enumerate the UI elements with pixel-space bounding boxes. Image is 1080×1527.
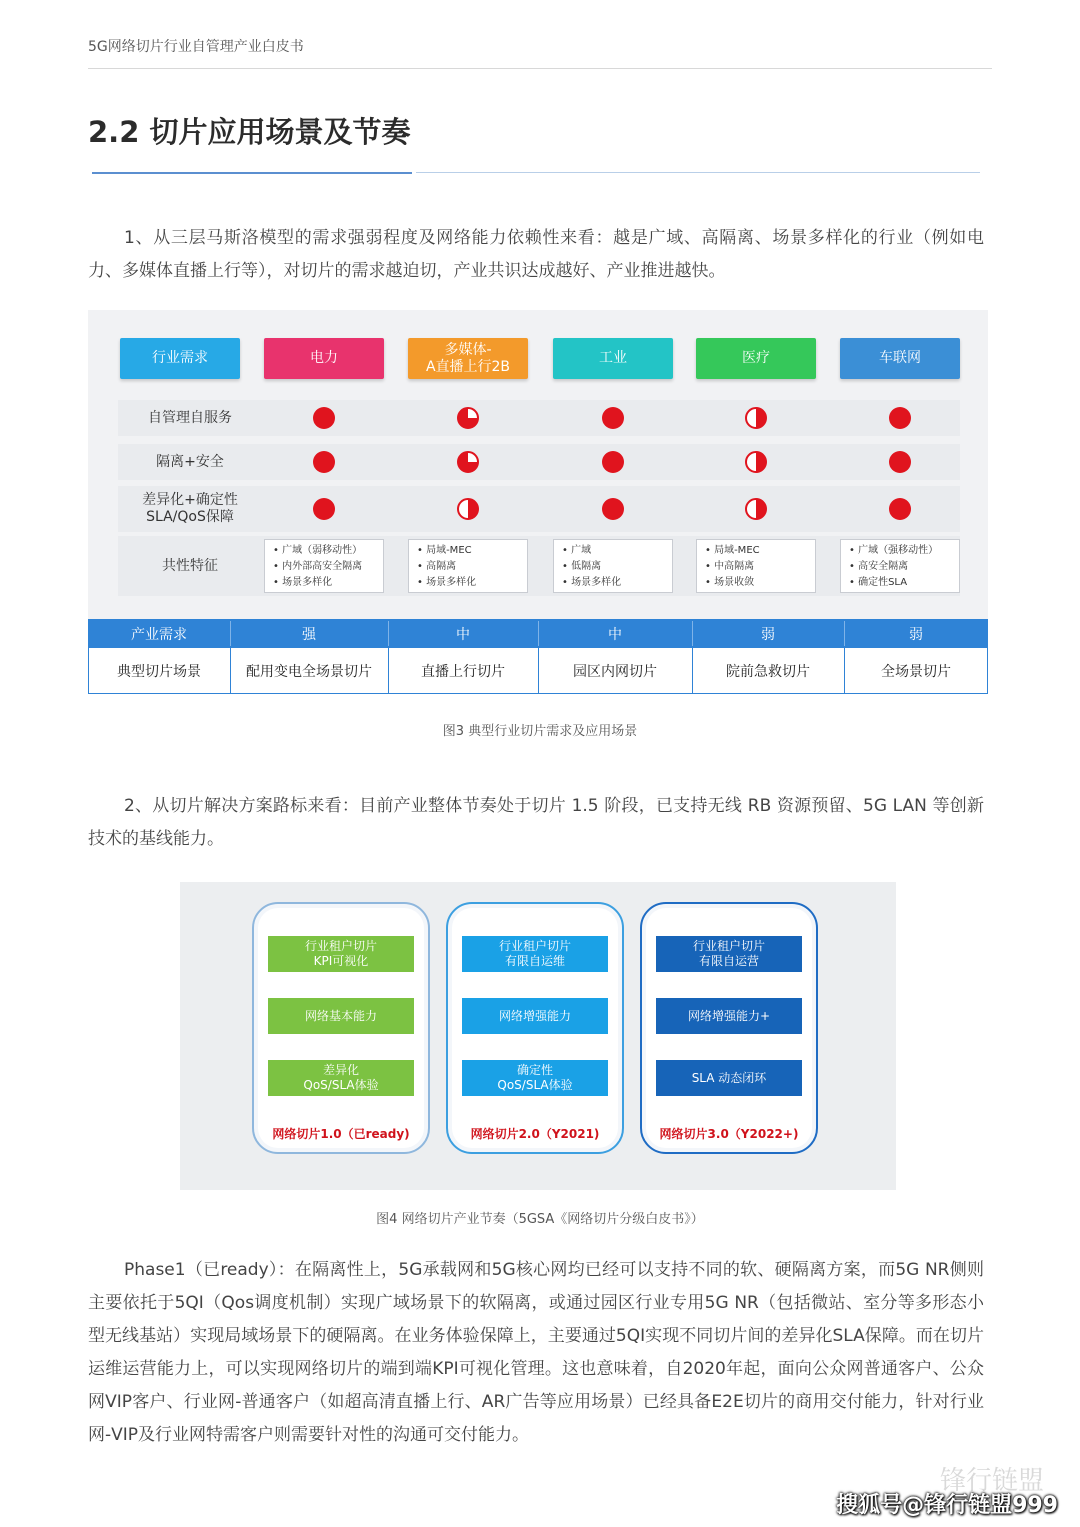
- scene-cell: 配用变电全场景切片: [246, 664, 372, 680]
- feature-item: • 高隔离: [417, 559, 523, 575]
- feature-item: • 场景多样化: [417, 575, 523, 591]
- demand-level: 强: [302, 626, 316, 643]
- feature-item: • 确定性SLA: [849, 575, 955, 591]
- capability-block: 行业租户切片 有限自运营: [656, 936, 802, 972]
- industry-header-4: 医疗: [696, 338, 816, 379]
- feature-box: [264, 539, 384, 593]
- demand-separator: [388, 621, 389, 646]
- industry-header-2: 多媒体- A直播上行2B: [408, 338, 528, 379]
- harvey-ball-full: [889, 451, 911, 473]
- title-underline-accent: [92, 172, 412, 174]
- feature-box: [553, 539, 673, 593]
- scene-separator: [230, 648, 231, 694]
- watermark-logo-text: 锋行链盟: [939, 1466, 1044, 1496]
- demand-level: 中: [456, 626, 470, 643]
- industry-header-5: 车联网: [840, 338, 960, 379]
- scene-separator: [388, 648, 389, 694]
- paragraph-1-text: 1、从三层马斯洛模型的需求强弱程度及网络能力依赖性来看：越是广域、高隔离、场景多样化的行业（例如电力、多媒体直播上行等），对切片的需求越迫切，产业共识达成越好、产业推进越快。: [88, 228, 984, 281]
- scene-separator: [692, 648, 693, 694]
- demand-level: 弱: [761, 626, 775, 643]
- harvey-ball-full: [602, 498, 624, 520]
- scene-cell: 直播上行切片: [421, 664, 505, 680]
- figure-4-slice-roadmap: [180, 882, 896, 1190]
- demand-separator: [538, 621, 539, 646]
- paragraph-2-text: 2、从切片解决方案路标来看：目前产业整体节奏处于切片 1.5 阶段，已支持无线 RB 资源预留、5G LAN 等创新技术的基线能力。: [88, 796, 984, 849]
- common-feature-label: 共性特征: [162, 557, 218, 574]
- demand-separator: [230, 621, 231, 646]
- matrix-row-label: 差异化+确定性 SLA/QoS保障: [142, 492, 238, 525]
- capability-block: 行业租户切片 KPI可视化: [268, 936, 414, 972]
- harvey-ball-half: [745, 407, 767, 429]
- harvey-ball-full: [313, 498, 335, 520]
- industry-header-1: 电力: [264, 338, 384, 379]
- demand-level: 中: [608, 626, 622, 643]
- harvey-ball-quarter: [457, 407, 479, 429]
- feature-item: • 广域: [562, 543, 668, 559]
- title-underline: [416, 172, 980, 173]
- feature-box: [696, 539, 816, 593]
- capability-block: SLA 动态闭环: [656, 1060, 802, 1096]
- paragraph-3: [88, 1254, 984, 1452]
- section-title: 2.2 切片应用场景及节奏: [88, 115, 411, 149]
- header-divider: [88, 68, 992, 69]
- demand-label: 产业需求: [131, 626, 187, 643]
- feature-item: • 内外部高安全隔离: [273, 559, 379, 575]
- harvey-ball-full: [313, 407, 335, 429]
- harvey-ball-full: [889, 407, 911, 429]
- paragraph-2: [88, 790, 984, 856]
- figure-4-caption: 图4 网络切片产业节奏（5GSA《网络切片分级白皮书》）: [376, 1212, 704, 1227]
- feature-item: • 局域-MEC: [705, 543, 811, 559]
- scene-separator: [538, 648, 539, 694]
- matrix-row-label: 隔离+安全: [156, 453, 224, 470]
- scene-cell: 院前急救切片: [726, 664, 810, 680]
- capability-block: 确定性 QoS/SLA体验: [462, 1060, 608, 1096]
- scene-cell: 园区内网切片: [573, 664, 657, 680]
- capability-block: 网络增强能力: [462, 998, 608, 1034]
- demand-separator: [692, 621, 693, 646]
- harvey-ball-half: [745, 498, 767, 520]
- harvey-ball-half: [745, 451, 767, 473]
- figure-3-caption: 图3 典型行业切片需求及应用场景: [442, 724, 638, 739]
- feature-item: • 广域（弱移动性）: [273, 543, 379, 559]
- harvey-ball-full: [602, 407, 624, 429]
- figure-3-industry-matrix: [88, 310, 988, 694]
- industry-header-3: 工业: [553, 338, 673, 379]
- capability-block: 网络增强能力+: [656, 998, 802, 1034]
- harvey-ball-full: [313, 451, 335, 473]
- harvey-ball-half: [457, 498, 479, 520]
- demand-level: 弱: [909, 626, 923, 643]
- running-header: 5G网络切片行业自管理产业白皮书: [88, 39, 304, 55]
- capability-block: 差异化 QoS/SLA体验: [268, 1060, 414, 1096]
- scene-label: 典型切片场景: [117, 664, 201, 680]
- feature-item: • 中高隔离: [705, 559, 811, 575]
- scene-cell: 全场景切片: [881, 664, 951, 680]
- scene-separator: [844, 648, 845, 694]
- feature-item: • 场景多样化: [562, 575, 668, 591]
- feature-item: • 广域（强移动性）: [849, 543, 955, 559]
- feature-item: • 场景收敛: [705, 575, 811, 591]
- feature-item: • 场景多样化: [273, 575, 379, 591]
- capability-block: 网络基本能力: [268, 998, 414, 1034]
- sohu-credit: 搜狐号@锋行链盟999: [836, 1493, 1058, 1518]
- feature-item: • 高安全隔离: [849, 559, 955, 575]
- slice-stage-label: 网络切片1.0（已ready): [272, 1127, 410, 1141]
- feature-box: [408, 539, 528, 593]
- paragraph-1: [88, 222, 984, 288]
- harvey-ball-quarter: [457, 451, 479, 473]
- capability-block: 行业租户切片 有限自运维: [462, 936, 608, 972]
- slice-stage-label: 网络切片2.0（Y2021): [470, 1127, 600, 1141]
- feature-item: • 局域-MEC: [417, 543, 523, 559]
- demand-separator: [844, 621, 845, 646]
- paragraph-3-text: Phase1（已ready）：在隔离性上，5G承载网和5G核心网均已经可以支持不同的软、硬隔离方案，而5G NR侧则主要依托于5QI（Qos调度机制）实现广域场景下的软隔离，或通过园区行业专用5G NR（包括微站、室分等多形态小型无线基站）实现局域场景下的硬隔离。在业务体验保障上，主要通过5QI实现不同切片间的差异化SLA保障。而在切片运维运营能力上，可以实现网络切片的端到端KPI可视化管理。这也意味着，自2020年起，面向公众网普通客户、公众网VIP客户、行业网-普通客户（如超高清直播上行、AR广告等应用场景）已经具备E2E切片的商用交付能力，针对行业网-VIP及行业网特需客户则需要针对性的沟通可交付能力。: [88, 1260, 984, 1445]
- matrix-row-label: 自管理自服务: [148, 409, 232, 426]
- slice-stage-label: 网络切片3.0（Y2022+): [659, 1127, 799, 1141]
- feature-item: • 低隔离: [562, 559, 668, 575]
- feature-box: [840, 539, 960, 593]
- harvey-ball-full: [602, 451, 624, 473]
- industry-header-cell: 行业需求: [120, 338, 240, 379]
- harvey-ball-full: [889, 498, 911, 520]
